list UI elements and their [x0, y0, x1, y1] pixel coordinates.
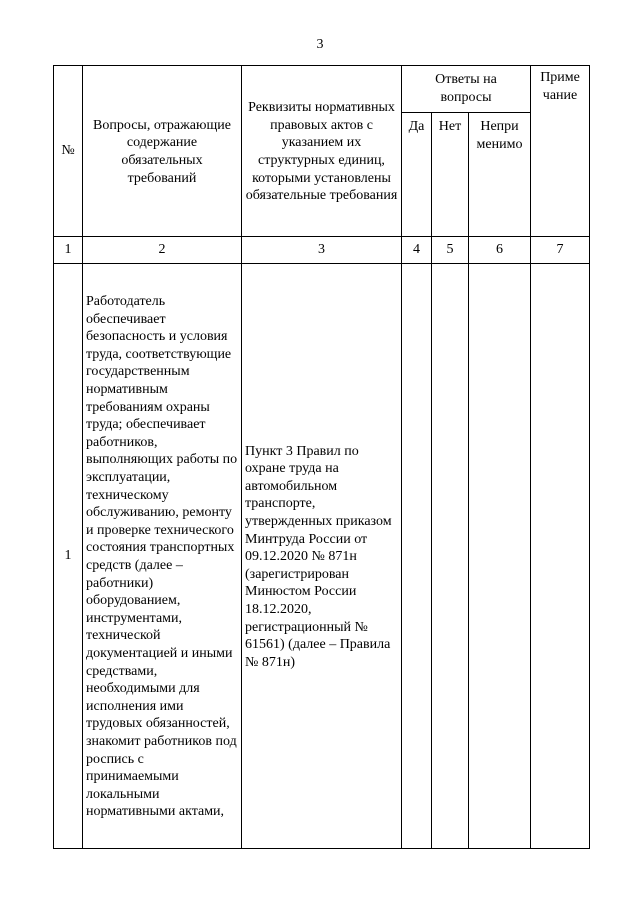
row-question: Работодатель обеспечивает безопасность и условия труда, соответствующие государственным нормативным требованиям охраны труда; обеспечивает работников, выполняющих работы по эксплуатации, техническому обслуживанию, ремонту и проверке технического состояния транспортных средств (далее – работники) оборудованием, инструментами, технической документацией и иными средствами, необходимыми для исполнения ими трудовых обязанностей, знакомит работников под роспись с принимаемыми локальными нормативными актами,	[86, 294, 238, 820]
header-yes-cell	[402, 113, 432, 237]
column-number: 5	[432, 237, 469, 264]
header-row-top	[54, 66, 590, 113]
header-questions-label: Вопросы, отражающие содержание обязательных требований	[93, 117, 231, 186]
row-number: 1	[54, 264, 83, 849]
header-number-cell	[54, 66, 83, 237]
page-number: 3	[316, 37, 324, 52]
header-yes-label: Да	[408, 119, 425, 134]
answer-na-cell[interactable]	[469, 264, 531, 849]
header-requisites-label: Реквизиты нормативных правовых актов с указанием их структурных единиц, которыми установлены обязательные требования	[245, 100, 398, 204]
header-no-cell	[432, 113, 469, 237]
column-number: 7	[531, 237, 590, 264]
header-notes-label: Приме чание	[540, 70, 580, 103]
column-number: 1	[54, 237, 83, 264]
header-no-label: Нет	[438, 119, 462, 134]
answer-no-cell[interactable]	[432, 264, 469, 849]
header-questions-cell	[83, 66, 242, 237]
column-number: 4	[402, 237, 432, 264]
column-number: 3	[242, 237, 402, 264]
column-number: 6	[469, 237, 531, 264]
row-requisites-cell	[242, 264, 402, 849]
table-row	[54, 264, 590, 849]
header-na-cell	[469, 113, 531, 237]
header-answers-cell	[402, 66, 531, 113]
row-question-cell	[83, 264, 242, 849]
answer-yes-cell[interactable]	[402, 264, 432, 849]
column-number: 2	[83, 237, 242, 264]
checklist-table	[53, 65, 590, 849]
row-requisites: Пункт 3 Правил по охране труда на автомобильном транспорте, утвержденных приказом Минтруда России от 09.12.2020 № 871н (зарегистрирован Минюстом России 18.12.2020, регистрационный № 61561) (далее – Правила № 871н)	[245, 443, 392, 670]
header-number-label: №	[61, 143, 75, 159]
column-number-row	[54, 237, 590, 264]
header-notes-cell	[531, 66, 590, 237]
note-cell[interactable]	[531, 264, 590, 849]
header-na-label: Непри менимо	[476, 119, 523, 152]
header-answers-label: Ответы на вопросы	[435, 72, 497, 105]
header-requisites-cell	[242, 66, 402, 237]
